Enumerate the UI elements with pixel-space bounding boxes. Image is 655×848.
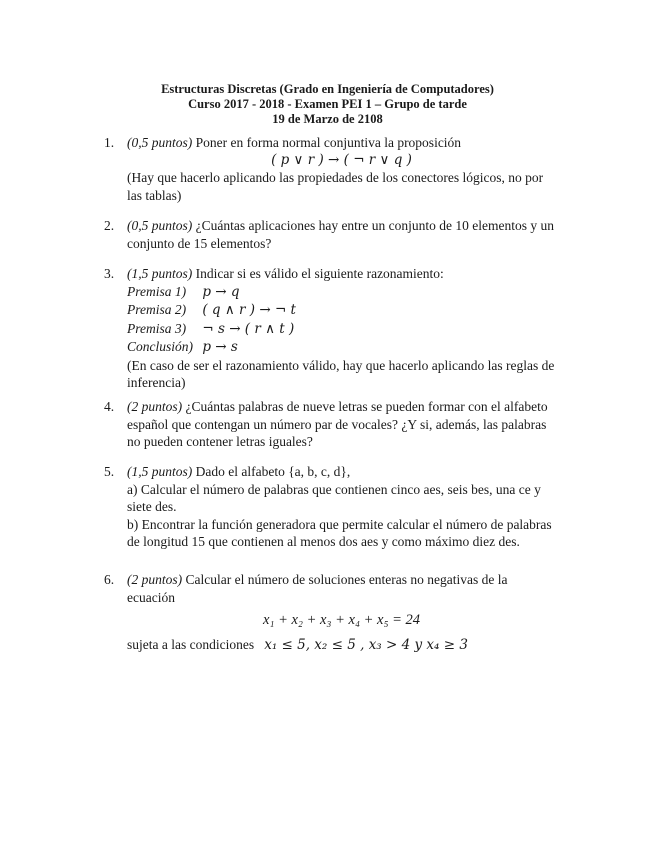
question-points: (0,5 puntos) <box>127 218 193 233</box>
question-number: 6. <box>104 572 115 587</box>
premise-expr: p → s <box>202 339 238 355</box>
question-number: 3. <box>104 266 115 281</box>
question-text: ¿Cuántas palabras de nueve letras se pueden formar con el alfabeto español que contengan un número par de vocales? ¿Y si, además, las palabras no pueden contener letras iguales? <box>127 399 548 449</box>
question-text: Indicar si es válido el siguiente razonamiento: <box>195 266 444 281</box>
question-number: 4. <box>104 399 115 414</box>
question-note: (Hay que hacerlo aplicando las propiedades de los conectores lógicos, no por las tablas) <box>127 170 544 203</box>
premise-label: Premisa 3) <box>127 320 187 336</box>
question-number: 5. <box>104 464 115 479</box>
conditions: x₁ ≤ 5, x₂ ≤ 5 , x₃ > 4 y x₄ ≥ 3 <box>264 636 468 653</box>
premise-expr: p → q <box>202 283 240 300</box>
premise-label: Premisa 2) <box>127 302 187 317</box>
formula: ( p ∨ r ) → ( ¬ r ∨ q ) <box>271 151 412 168</box>
question-text: Poner en forma normal conjuntiva la proposición <box>195 135 462 150</box>
question-5 <box>106 463 556 551</box>
premise-label: Premisa 1) <box>127 283 187 299</box>
question-3 <box>106 265 556 392</box>
premise-expr: ¬ s → ( r ∧ t ) <box>202 320 295 337</box>
conditions-line <box>127 636 556 655</box>
question-text: ¿Cuántas aplicaciones hay entre un conjunto de 10 elementos y un conjunto de 15 elementos? <box>127 218 555 251</box>
question-2 <box>106 217 556 252</box>
premise-label: Conclusión) <box>127 339 193 354</box>
question-text: Dado el alfabeto {a, b, c, d}, <box>195 464 351 479</box>
question-number: 1. <box>104 135 115 150</box>
part-a: a) Calcular el número de palabras que contienen cinco aes, seis bes, una ce y siete des. <box>127 481 541 514</box>
premise-3 <box>127 320 556 339</box>
question-note: (En caso de ser el razonamiento válido, hay que hacerlo aplicando las reglas de inferencia) <box>127 357 555 390</box>
exam-date: 19 de Marzo de 2108 <box>272 112 383 126</box>
question-points: (1,5 puntos) <box>127 464 193 479</box>
question-text: Calcular el número de soluciones enteras no negativas de la ecuación <box>127 572 508 605</box>
equation: x₁ + x₂ + x₃ + x₄ + x₅ = 24 <box>262 612 421 628</box>
conditions-prefix: sujeta a las condiciones <box>127 636 255 652</box>
premise-expr: ( q ∧ r ) → ¬ t <box>202 302 296 318</box>
conclusion <box>127 338 556 357</box>
question-points: (0,5 puntos) <box>127 135 193 150</box>
premise-1 <box>127 283 556 302</box>
part-b: b) Encontrar la función generadora que permite calcular el número de palabras de longitud 15 que contienen al menos dos aes y como máximo diez des. <box>127 516 552 549</box>
exam-header <box>0 82 655 127</box>
question-1 <box>106 134 556 204</box>
question-4 <box>106 398 556 451</box>
question-points: (1,5 puntos) <box>127 266 193 281</box>
question-points: (2 puntos) <box>127 399 183 414</box>
question-points: (2 puntos) <box>127 572 183 587</box>
question-6 <box>106 571 556 654</box>
course-title: Estructuras Discretas (Grado en Ingeniería de Computadores) <box>161 82 494 96</box>
premise-2 <box>127 301 556 320</box>
exam-title: Curso 2017 - 2018 - Examen PEI 1 – Grupo de tarde <box>188 97 467 111</box>
question-number: 2. <box>104 218 115 233</box>
